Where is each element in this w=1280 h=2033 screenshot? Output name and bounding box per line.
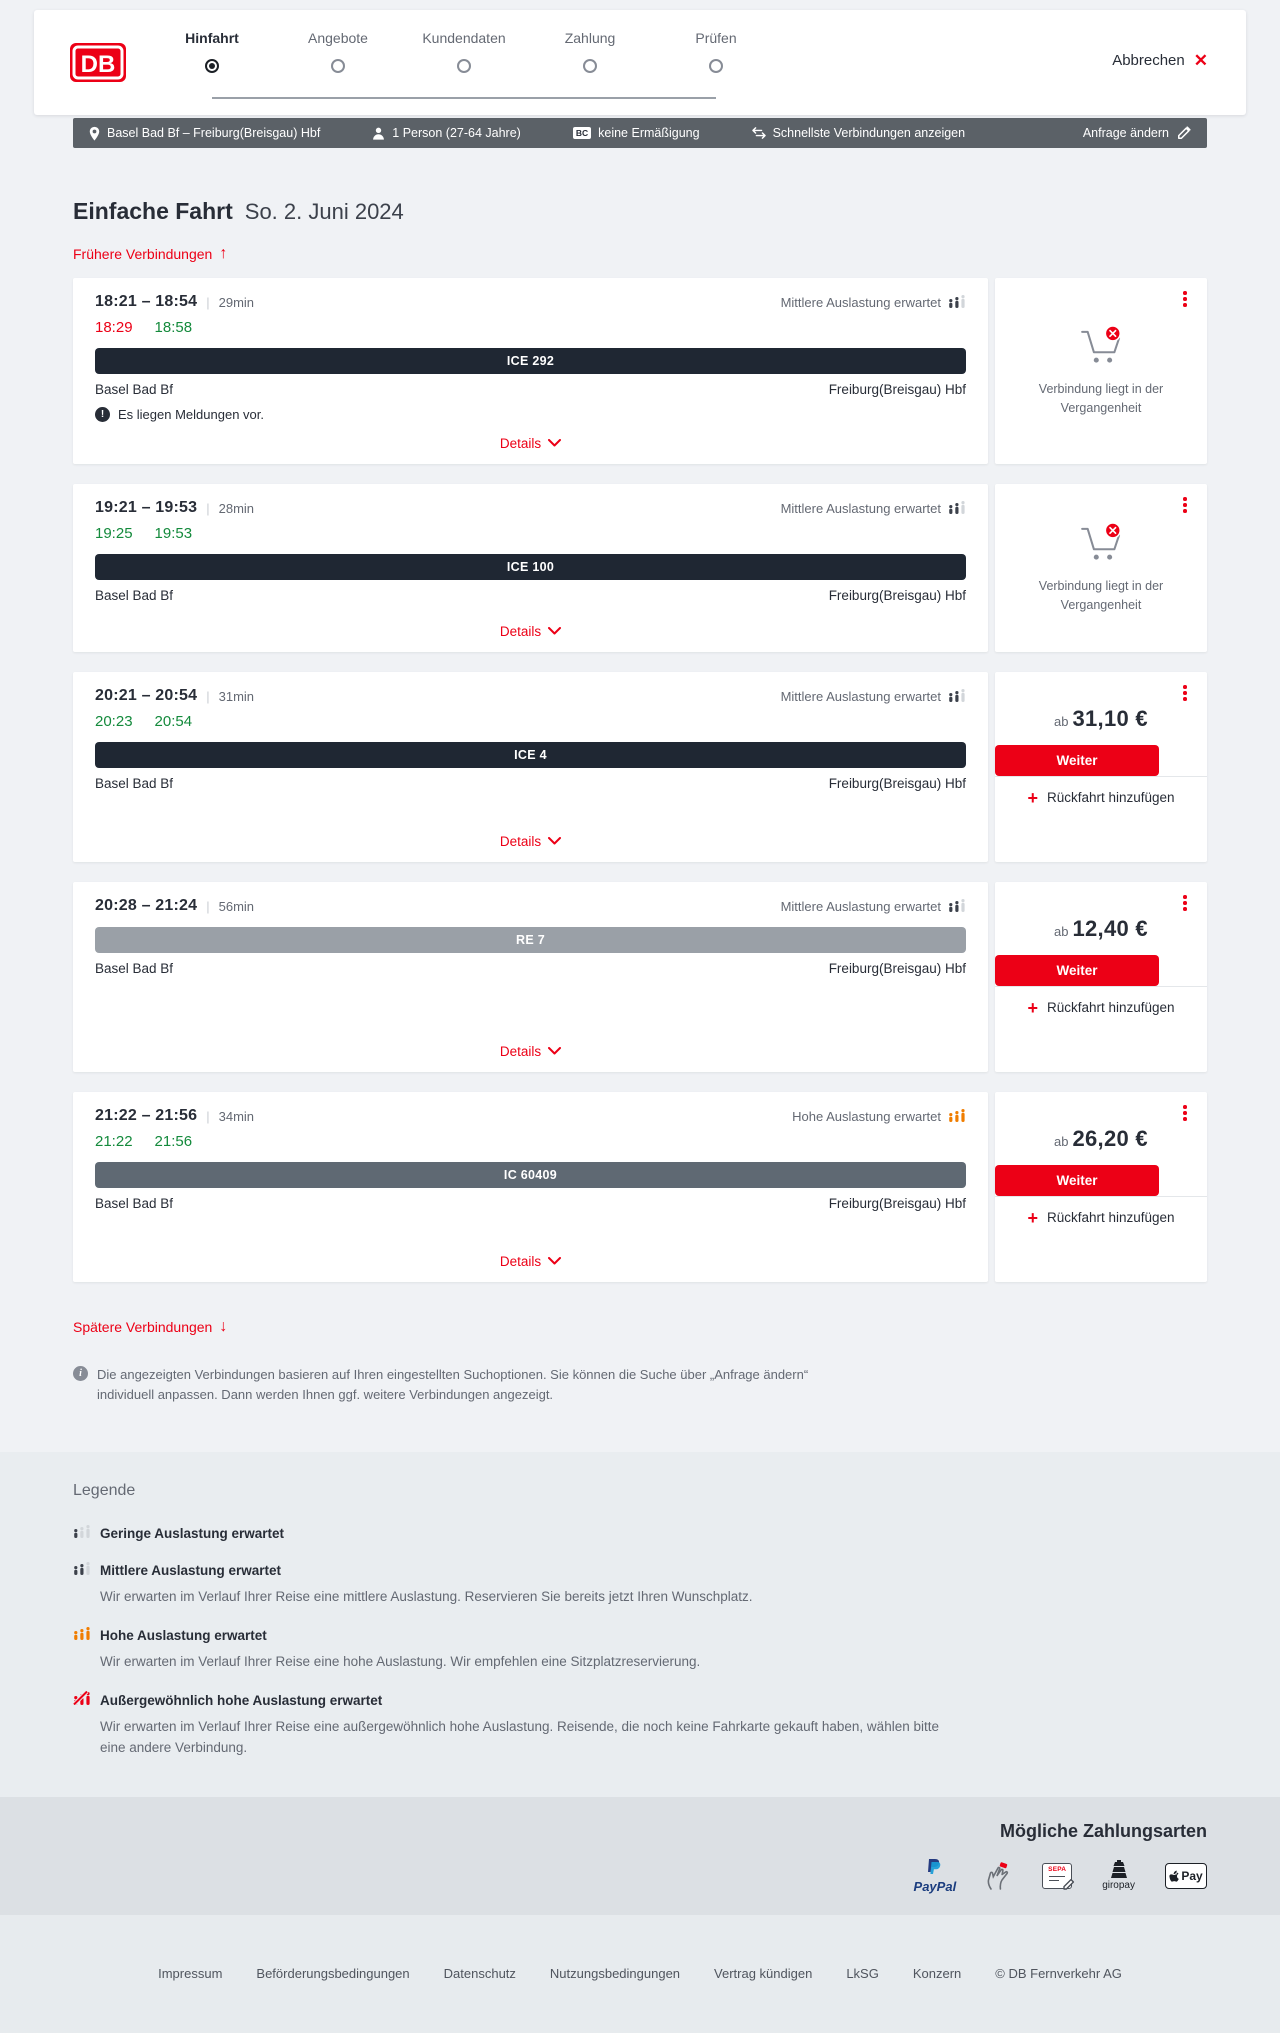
page-footer <box>0 1915 1280 2033</box>
step-label: Hinfahrt <box>185 30 239 46</box>
occupancy-icon <box>948 688 966 702</box>
add-return-button[interactable] <box>1027 999 1174 1017</box>
connection-menu-button[interactable] <box>1176 494 1194 516</box>
bahncard-icon: BC <box>573 127 591 139</box>
occupancy-icon <box>73 1524 91 1538</box>
sepa-icon: SEPA <box>1042 1863 1072 1889</box>
train-label: IC 60409 <box>503 1168 558 1182</box>
step-connector <box>338 97 464 99</box>
separator: | <box>206 294 210 310</box>
paypal-icon: PayPal <box>914 1858 957 1894</box>
search-options-note <box>73 1365 833 1405</box>
legend-item-label: Außergewöhnlich hohe Auslastung erwartet <box>100 1693 383 1709</box>
legend-section <box>0 1452 1280 1797</box>
train-bar <box>95 742 966 768</box>
price-value: 12,40 € <box>1072 916 1148 941</box>
train-label: ICE 100 <box>506 560 555 574</box>
results-content <box>73 148 1207 1452</box>
journey-duration: 31min <box>218 688 255 704</box>
step-dot <box>709 59 723 73</box>
journey-time: 21:22 – 21:56 <box>95 1107 198 1124</box>
legend-item-description: Wir erwarten im Verlauf Ihrer Reise eine mittlere Auslastung. Reservieren Sie bereits jetzt Ihren Wunschplatz. <box>100 1589 753 1605</box>
footer-link[interactable]: Vertrag kündigen <box>714 1966 813 1982</box>
db-logo <box>70 43 126 82</box>
occupancy-label: Mittlere Auslastung erwartet <box>780 688 941 704</box>
journey-duration: 29min <box>218 294 255 310</box>
details-label: Details <box>499 1043 542 1059</box>
change-request-button[interactable]: Anfrage ändern <box>1083 126 1191 140</box>
connection-menu-button[interactable] <box>1176 288 1194 310</box>
occupancy-icon <box>948 500 966 514</box>
connection-card <box>73 672 1207 862</box>
origin-station: Basel Bad Bf <box>95 1196 174 1211</box>
copyright-text: © DB Fernverkehr AG <box>995 1966 1122 1982</box>
earlier-connections-button[interactable]: Frühere Verbindungen ↑ <box>73 245 228 262</box>
swap-arrows-icon <box>752 127 766 139</box>
footer-link[interactable]: Nutzungsbedingungen <box>549 1966 681 1982</box>
realtime-arrival: 21:56 <box>154 1133 193 1150</box>
realtime-departure: 20:23 <box>95 713 133 730</box>
add-return-label: Rückfahrt hinzufügen <box>1046 1000 1175 1015</box>
app-header <box>34 10 1246 115</box>
step-hinfahrt[interactable] <box>149 30 275 73</box>
destination-station: Freiburg(Breisgau) Hbf <box>828 588 966 603</box>
train-label: ICE 292 <box>506 354 555 368</box>
apple-logo <box>1169 1870 1179 1882</box>
separator: | <box>206 898 210 914</box>
step-angebote[interactable] <box>275 30 401 73</box>
connection-card <box>73 484 1207 652</box>
connection-list <box>73 278 1207 1282</box>
cancel-button[interactable] <box>1112 52 1208 69</box>
connection-main <box>73 278 988 464</box>
occupancy-label: Mittlere Auslastung erwartet <box>780 500 941 516</box>
journey-duration: 28min <box>218 500 255 516</box>
payment-section <box>0 1797 1280 1915</box>
occupancy-label: Hohe Auslastung erwartet <box>792 1108 941 1124</box>
details-button[interactable] <box>500 1254 561 1269</box>
legend-item <box>73 1524 1207 1543</box>
person-icon <box>372 127 385 140</box>
add-return-label: Rückfahrt hinzufügen <box>1046 790 1175 805</box>
plus-icon: + <box>1027 997 1038 1018</box>
occupancy-icon <box>948 294 966 308</box>
sort-summary: Schnellste Verbindungen anzeigen <box>752 126 966 140</box>
step-kundendaten[interactable] <box>401 30 527 73</box>
weiter-button[interactable]: Weiter <box>995 955 1159 986</box>
realtime-arrival: 19:53 <box>154 525 193 542</box>
occupancy-label: Mittlere Auslastung erwartet <box>780 294 941 310</box>
alert-icon: ! <box>95 407 110 422</box>
step-label: Zahlung <box>564 30 616 46</box>
connection-main <box>73 882 988 1072</box>
step-connector <box>590 97 716 99</box>
discount-summary: BC keine Ermäßigung <box>573 126 700 140</box>
legend-item <box>73 1691 1207 1759</box>
later-connections-button[interactable]: Spätere Verbindungen ↓ <box>73 1318 228 1335</box>
separator: | <box>206 1108 210 1124</box>
price-prefix: ab <box>1054 1134 1069 1149</box>
connection-card <box>73 882 1207 1072</box>
connection-menu-button[interactable] <box>1176 892 1194 914</box>
travel-date: So. 2. Juni 2024 <box>244 199 404 224</box>
step-connector <box>212 97 338 99</box>
price-prefix: ab <box>1054 714 1069 729</box>
separator: | <box>206 500 210 516</box>
realtime-row <box>95 319 966 336</box>
legend-item <box>73 1561 1207 1608</box>
svg-text:DB: DB <box>80 51 116 78</box>
apple-pay-icon: Pay <box>1165 1863 1207 1889</box>
add-return-button[interactable] <box>1027 1209 1174 1227</box>
occupancy-icon <box>73 1561 91 1575</box>
footer-link[interactable]: Datenschutz <box>443 1966 516 1982</box>
realtime-departure: 18:29 <box>95 319 133 336</box>
legend-item-description: Wir erwarten im Verlauf Ihrer Reise eine außergewöhnlich hohe Auslastung. Reisende, die noch keine Fahrkarte gekauft haben, wählen bitte eine andere Verbindung. <box>100 1719 939 1756</box>
info-icon: i <box>73 1366 88 1381</box>
past-connection-block <box>995 499 1207 637</box>
price-value: 31,10 € <box>1072 706 1148 731</box>
step-label: Kundendaten <box>422 30 506 46</box>
hand-payment-icon <box>986 1862 1012 1890</box>
journey-duration: 34min <box>218 1108 255 1124</box>
step-label: Angebote <box>308 30 368 46</box>
close-icon: ✕ <box>1193 51 1208 70</box>
realtime-departure: 21:22 <box>95 1133 133 1150</box>
origin-station: Basel Bad Bf <box>95 382 174 397</box>
connection-main <box>73 672 988 862</box>
step-dot <box>331 59 345 73</box>
past-connection-block <box>995 302 1207 440</box>
pencil-icon <box>1177 126 1191 140</box>
connection-main <box>73 1092 988 1282</box>
chevron-down-icon <box>548 837 561 845</box>
connection-side-panel <box>995 278 1207 464</box>
step-dot <box>457 59 471 73</box>
connection-side-panel <box>995 882 1207 1072</box>
legend-title: Legende <box>73 1482 136 1500</box>
realtime-row <box>95 1133 966 1150</box>
notice-row <box>95 407 966 422</box>
paypal-logo-mark <box>927 1858 942 1875</box>
payment-methods <box>914 1858 1207 1894</box>
legend-item <box>73 1626 1207 1673</box>
price-value: 26,20 € <box>1072 1126 1148 1151</box>
add-return-label: Rückfahrt hinzufügen <box>1046 1210 1175 1225</box>
destination-station: Freiburg(Breisgau) Hbf <box>828 1196 966 1211</box>
train-bar <box>95 554 966 580</box>
past-connection-text: Verbindung liegt in der Vergangenheit <box>1038 382 1164 415</box>
separator: | <box>206 688 210 704</box>
legend-item-label: Mittlere Auslastung erwartet <box>100 1563 282 1579</box>
connection-side-panel <box>995 484 1207 652</box>
chevron-down-icon <box>548 627 561 635</box>
occupancy-label: Mittlere Auslastung erwartet <box>780 898 941 914</box>
journey-time: 18:21 – 18:54 <box>95 293 198 310</box>
footer-link[interactable]: Konzern <box>912 1966 962 1982</box>
step-dot <box>583 59 597 73</box>
details-label: Details <box>499 435 542 451</box>
price-prefix: ab <box>1054 924 1069 939</box>
arrow-down-icon: ↓ <box>219 1318 228 1335</box>
destination-station: Freiburg(Breisgau) Hbf <box>828 382 966 397</box>
step-prüfen[interactable] <box>653 30 779 73</box>
past-connection-text: Verbindung liegt in der Vergangenheit <box>1038 579 1164 612</box>
progress-stepper <box>149 30 779 73</box>
connection-card <box>73 1092 1207 1282</box>
connection-main <box>73 484 988 652</box>
plus-icon: + <box>1027 1207 1038 1228</box>
connection-card <box>73 278 1207 464</box>
realtime-row <box>95 525 966 542</box>
realtime-arrival: 18:58 <box>154 319 193 336</box>
chevron-down-icon <box>548 1257 561 1265</box>
legend-item-label: Geringe Auslastung erwartet <box>100 1526 285 1542</box>
arrow-up-icon: ↑ <box>219 245 228 262</box>
journey-time: 19:21 – 19:53 <box>95 499 198 516</box>
connection-menu-button[interactable] <box>1176 682 1194 704</box>
details-label: Details <box>499 833 542 849</box>
origin-station: Basel Bad Bf <box>95 588 174 603</box>
occupancy-icon <box>948 1108 966 1122</box>
step-label: Prüfen <box>695 30 737 46</box>
destination-station: Freiburg(Breisgau) Hbf <box>828 776 966 791</box>
step-zahlung[interactable] <box>527 30 653 73</box>
route-summary: Basel Bad Bf – Freiburg(Breisgau) Hbf <box>89 126 320 141</box>
details-button[interactable] <box>500 1044 561 1059</box>
chevron-down-icon <box>548 1047 561 1055</box>
details-label: Details <box>499 1253 542 1269</box>
step-dot <box>205 59 219 73</box>
connection-side-panel <box>995 1092 1207 1282</box>
journey-time: 20:21 – 20:54 <box>95 687 198 704</box>
origin-station: Basel Bad Bf <box>95 961 174 976</box>
occupancy-icon <box>948 898 966 912</box>
destination-station: Freiburg(Breisgau) Hbf <box>828 961 966 976</box>
cart-unavailable-icon <box>1077 521 1125 565</box>
payment-title: Mögliche Zahlungsarten <box>999 1820 1207 1841</box>
notice-text: Es liegen Meldungen vor. <box>118 407 264 422</box>
giropay-icon: giropay <box>1102 1860 1135 1891</box>
legend-items <box>73 1524 1207 1759</box>
page-title: Einfache Fahrt <box>73 198 233 224</box>
location-pin-icon <box>89 126 100 141</box>
add-return-button[interactable] <box>1027 789 1174 807</box>
details-button[interactable] <box>500 624 561 639</box>
step-connector <box>464 97 590 99</box>
journey-duration: 56min <box>218 898 255 914</box>
footer-link[interactable]: Impressum <box>158 1966 223 1982</box>
origin-station: Basel Bad Bf <box>95 776 174 791</box>
details-button[interactable] <box>500 436 561 451</box>
occupancy-icon <box>73 1691 91 1705</box>
train-label: ICE 4 <box>514 748 547 762</box>
weiter-button[interactable]: Weiter <box>995 745 1159 776</box>
plus-icon: + <box>1027 787 1038 808</box>
details-label: Details <box>499 623 542 639</box>
footer-link[interactable]: LkSG <box>846 1966 879 1982</box>
train-bar <box>95 927 966 953</box>
weiter-button[interactable]: Weiter <box>995 1165 1159 1196</box>
connection-side-panel <box>995 672 1207 862</box>
legend-item-description: Wir erwarten im Verlauf Ihrer Reise eine hohe Auslastung. Wir empfehlen eine Sitzplatzreservierung. <box>100 1654 701 1670</box>
realtime-departure: 19:25 <box>95 525 133 542</box>
details-button[interactable] <box>500 834 561 849</box>
train-bar <box>95 348 966 374</box>
cancel-label: Abbrechen <box>1112 52 1185 69</box>
search-summary-bar <box>73 118 1207 148</box>
occupancy-icon <box>73 1626 91 1640</box>
legend-item-label: Hohe Auslastung erwartet <box>100 1628 267 1644</box>
connection-menu-button[interactable] <box>1176 1102 1194 1124</box>
passenger-summary: 1 Person (27-64 Jahre) <box>372 126 521 140</box>
train-bar <box>95 1162 966 1188</box>
realtime-row <box>95 713 966 730</box>
info-note-text: Die angezeigten Verbindungen basieren auf Ihren eingestellten Suchoptionen. Sie können die Suche über „Anfrage ändern“ individuell anpassen. Dann werden Ihnen ggf. weitere Verbindungen angezeigt. <box>97 1367 809 1403</box>
chevron-down-icon <box>548 439 561 447</box>
cart-unavailable-icon <box>1077 324 1125 368</box>
realtime-arrival: 20:54 <box>154 713 193 730</box>
footer-link[interactable]: Beförderungsbedingungen <box>256 1966 410 1982</box>
journey-time: 20:28 – 21:24 <box>95 897 198 914</box>
train-label: RE 7 <box>516 933 545 947</box>
